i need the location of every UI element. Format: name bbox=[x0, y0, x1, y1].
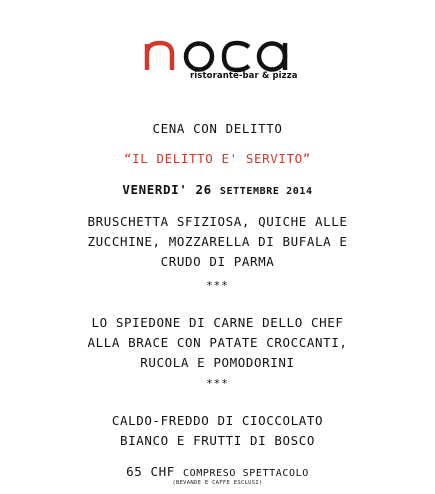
price-amount: 65 CHF bbox=[126, 464, 175, 479]
price-description: COMPRESO SPETTACOLO bbox=[183, 468, 309, 479]
course-line: LO SPIEDONE DI CARNE DELLO CHEF bbox=[91, 315, 344, 330]
course-line: CRUDO DI PARMA bbox=[160, 254, 275, 269]
course-line: ALLA BRACE CON PATATE CROCCANTI, bbox=[87, 335, 348, 350]
course-line: ZUCCHINE, MOZZARELLA DI BUFALA E bbox=[87, 234, 348, 249]
separator: *** bbox=[206, 377, 229, 390]
course-line: BRUSCHETTA SFIZIOSA, QUICHE ALLE bbox=[87, 214, 348, 229]
event-date-rest: SETTEMBRE 2014 bbox=[219, 186, 313, 197]
course-main bbox=[0, 313, 435, 373]
course-line: BIANCO E FRUTTI DI BOSCO bbox=[119, 433, 315, 448]
course-antipasto bbox=[0, 212, 435, 272]
separator: *** bbox=[206, 279, 229, 292]
course-line: CALDO-FREDDO DI CIOCCOLATO bbox=[111, 413, 324, 428]
logo-tagline: ristorante-bar & pizza bbox=[190, 71, 298, 81]
event-subtitle: “IL DELITTO E' SERVITO” bbox=[124, 151, 311, 166]
event-date-day: VENERDI' 26 bbox=[122, 182, 212, 197]
event-title: CENA CON DELITTO bbox=[152, 121, 283, 136]
course-line: RUCOLA E POMODORINI bbox=[140, 355, 295, 370]
course-dessert bbox=[0, 411, 435, 451]
price-note: (BEVANDE E CAFFE ESCLUSI) bbox=[172, 480, 263, 486]
event-date bbox=[0, 180, 435, 202]
